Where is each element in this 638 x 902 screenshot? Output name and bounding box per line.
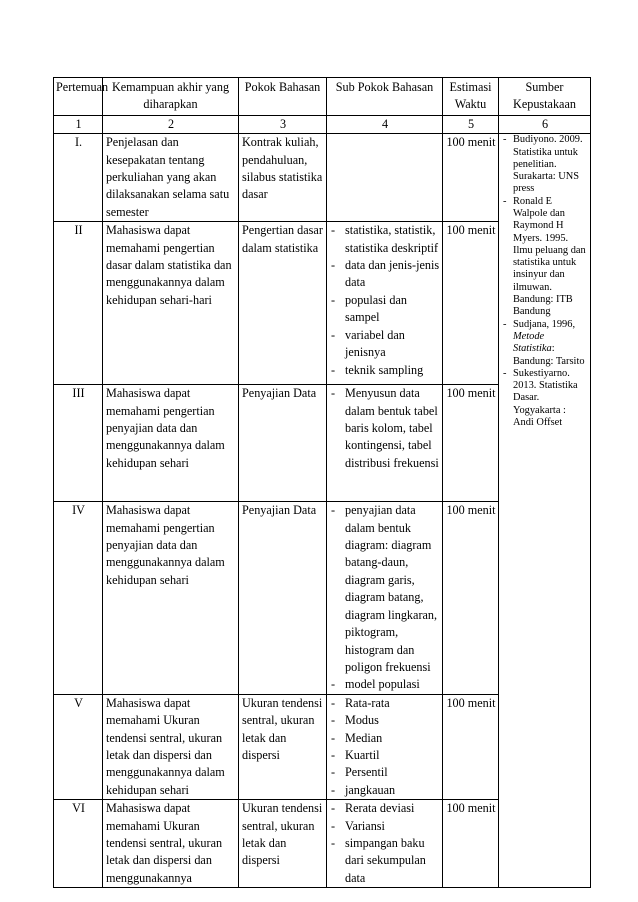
references-cell bbox=[499, 134, 591, 888]
header-pokok-bahasan: Pokok Bahasan bbox=[239, 78, 327, 116]
sub-topic-item: - variabel dan jenisnya bbox=[330, 327, 440, 362]
table-row bbox=[54, 134, 591, 222]
sub-topic-item: - penyajian data dalam bentuk diagram: diagram batang-daun, diagram garis, diagram batang, diagram lingkaran, piktogram, histogram dan poligon frekuensi bbox=[330, 502, 440, 676]
sub-topics bbox=[327, 134, 443, 222]
sub-topic-item: - jangkauan bbox=[330, 782, 440, 799]
sub-topic-item: - data dan jenis-jenis data bbox=[330, 257, 440, 292]
meeting-number: I. bbox=[54, 134, 103, 222]
sub-topic-item: - statistika, statistik, statistika deskriptif bbox=[330, 222, 440, 257]
column-number: 3 bbox=[239, 115, 327, 133]
time-estimate: 100 menit bbox=[443, 694, 499, 799]
sub-topics bbox=[327, 800, 443, 888]
main-topic: Penyajian Data bbox=[239, 502, 327, 694]
meeting-number: V bbox=[54, 694, 103, 799]
learning-outcome: Penjelasan dan kesepakatan tentang perkuliahan yang akan dilaksanakan selama satu semester bbox=[103, 134, 239, 222]
reference-item: - Budiyono. 2009. Statistika untuk penelitian. Surakarta: UNS press bbox=[502, 134, 588, 195]
header-sumber-kepustakaan: Sumber Kepustakaan bbox=[499, 78, 591, 116]
main-topic: Kontrak kuliah, pendahuluan, silabus statistika dasar bbox=[239, 134, 327, 222]
learning-outcome: Mahasiswa dapat memahami pengertian penyajian data dan menggunakannya dalam kehidupan sehari bbox=[103, 502, 239, 694]
reference-item: - Ronald E Walpole dan Raymond H Myers. 1995. Ilmu peluang dan statistika untuk insinyur dan ilmuwan. Bandung: ITB Bandung bbox=[502, 196, 588, 319]
syllabus-table bbox=[53, 77, 591, 888]
learning-outcome: Mahasiswa dapat memahami pengertian penyajian data dan menggunakannya dalam kehidupan sehari bbox=[103, 385, 239, 502]
sub-topics bbox=[327, 222, 443, 385]
sub-topic-item: - Rata-rata bbox=[330, 695, 440, 712]
header-sub-pokok-bahasan: Sub Pokok Bahasan bbox=[327, 78, 443, 116]
header-pertemuan: Pertemuan bbox=[54, 78, 103, 116]
sub-topic-item: - Menyusun data dalam bentuk tabel baris kolom, tabel kontingensi, tabel distribusi frekuensi bbox=[330, 385, 440, 472]
reference-item: - Sudjana, 1996, Metode Statistika: Bandung: Tarsito bbox=[502, 319, 588, 368]
sub-topics bbox=[327, 502, 443, 694]
reference-item: - Sukestiyarno. 2013. Statistika Dasar. Yogyakarta : Andi Offset bbox=[502, 368, 588, 429]
time-estimate: 100 menit bbox=[443, 222, 499, 385]
sub-topic-item: - Persentil bbox=[330, 764, 440, 781]
column-number: 5 bbox=[443, 115, 499, 133]
time-estimate: 100 menit bbox=[443, 800, 499, 888]
reference-title: Metode Statistika bbox=[513, 330, 552, 355]
main-topic: Ukuran tendensi sentral, ukuran letak dan dispersi bbox=[239, 800, 327, 888]
column-number: 4 bbox=[327, 115, 443, 133]
sub-topic-item: - Modus bbox=[330, 712, 440, 729]
learning-outcome: Mahasiswa dapat memahami Ukuran tendensi sentral, ukuran letak dan dispersi dan menggunakannya bbox=[103, 800, 239, 888]
header-estimasi-waktu: Estimasi Waktu bbox=[443, 78, 499, 116]
column-number-row bbox=[54, 115, 591, 133]
column-number: 6 bbox=[499, 115, 591, 133]
sub-topic-item: - Median bbox=[330, 730, 440, 747]
sub-topic-item: - teknik sampling bbox=[330, 362, 440, 379]
header-kemampuan: Kemampuan akhir yang diharapkan bbox=[103, 78, 239, 116]
meeting-number: VI bbox=[54, 800, 103, 888]
main-topic: Pengertian dasar dalam statistika bbox=[239, 222, 327, 385]
header-row bbox=[54, 78, 591, 116]
sub-topic-item: - Variansi bbox=[330, 818, 440, 835]
column-number: 1 bbox=[54, 115, 103, 133]
sub-topic-item: - populasi dan sampel bbox=[330, 292, 440, 327]
sub-topic-item: - simpangan baku dari sekumpulan data bbox=[330, 835, 440, 887]
sub-topic-item: - Rerata deviasi bbox=[330, 800, 440, 817]
main-topic: Penyajian Data bbox=[239, 385, 327, 502]
time-estimate: 100 menit bbox=[443, 502, 499, 694]
sub-topics bbox=[327, 385, 443, 502]
sub-topic-item: - model populasi bbox=[330, 676, 440, 693]
meeting-number: IV bbox=[54, 502, 103, 694]
main-topic: Ukuran tendensi sentral, ukuran letak dan dispersi bbox=[239, 694, 327, 799]
column-number: 2 bbox=[103, 115, 239, 133]
sub-topics bbox=[327, 694, 443, 799]
time-estimate: 100 menit bbox=[443, 385, 499, 502]
references-list bbox=[502, 134, 588, 429]
time-estimate: 100 menit bbox=[443, 134, 499, 222]
meeting-number: III bbox=[54, 385, 103, 502]
meeting-number: II bbox=[54, 222, 103, 385]
learning-outcome: Mahasiswa dapat memahami Ukuran tendensi sentral, ukuran letak dan dispersi dan menggunakannya dalam kehidupan sehari bbox=[103, 694, 239, 799]
learning-outcome: Mahasiswa dapat memahami pengertian dasar dalam statistika dan menggunakannya dalam kehidupan sehari-hari bbox=[103, 222, 239, 385]
sub-topic-item: - Kuartil bbox=[330, 747, 440, 764]
